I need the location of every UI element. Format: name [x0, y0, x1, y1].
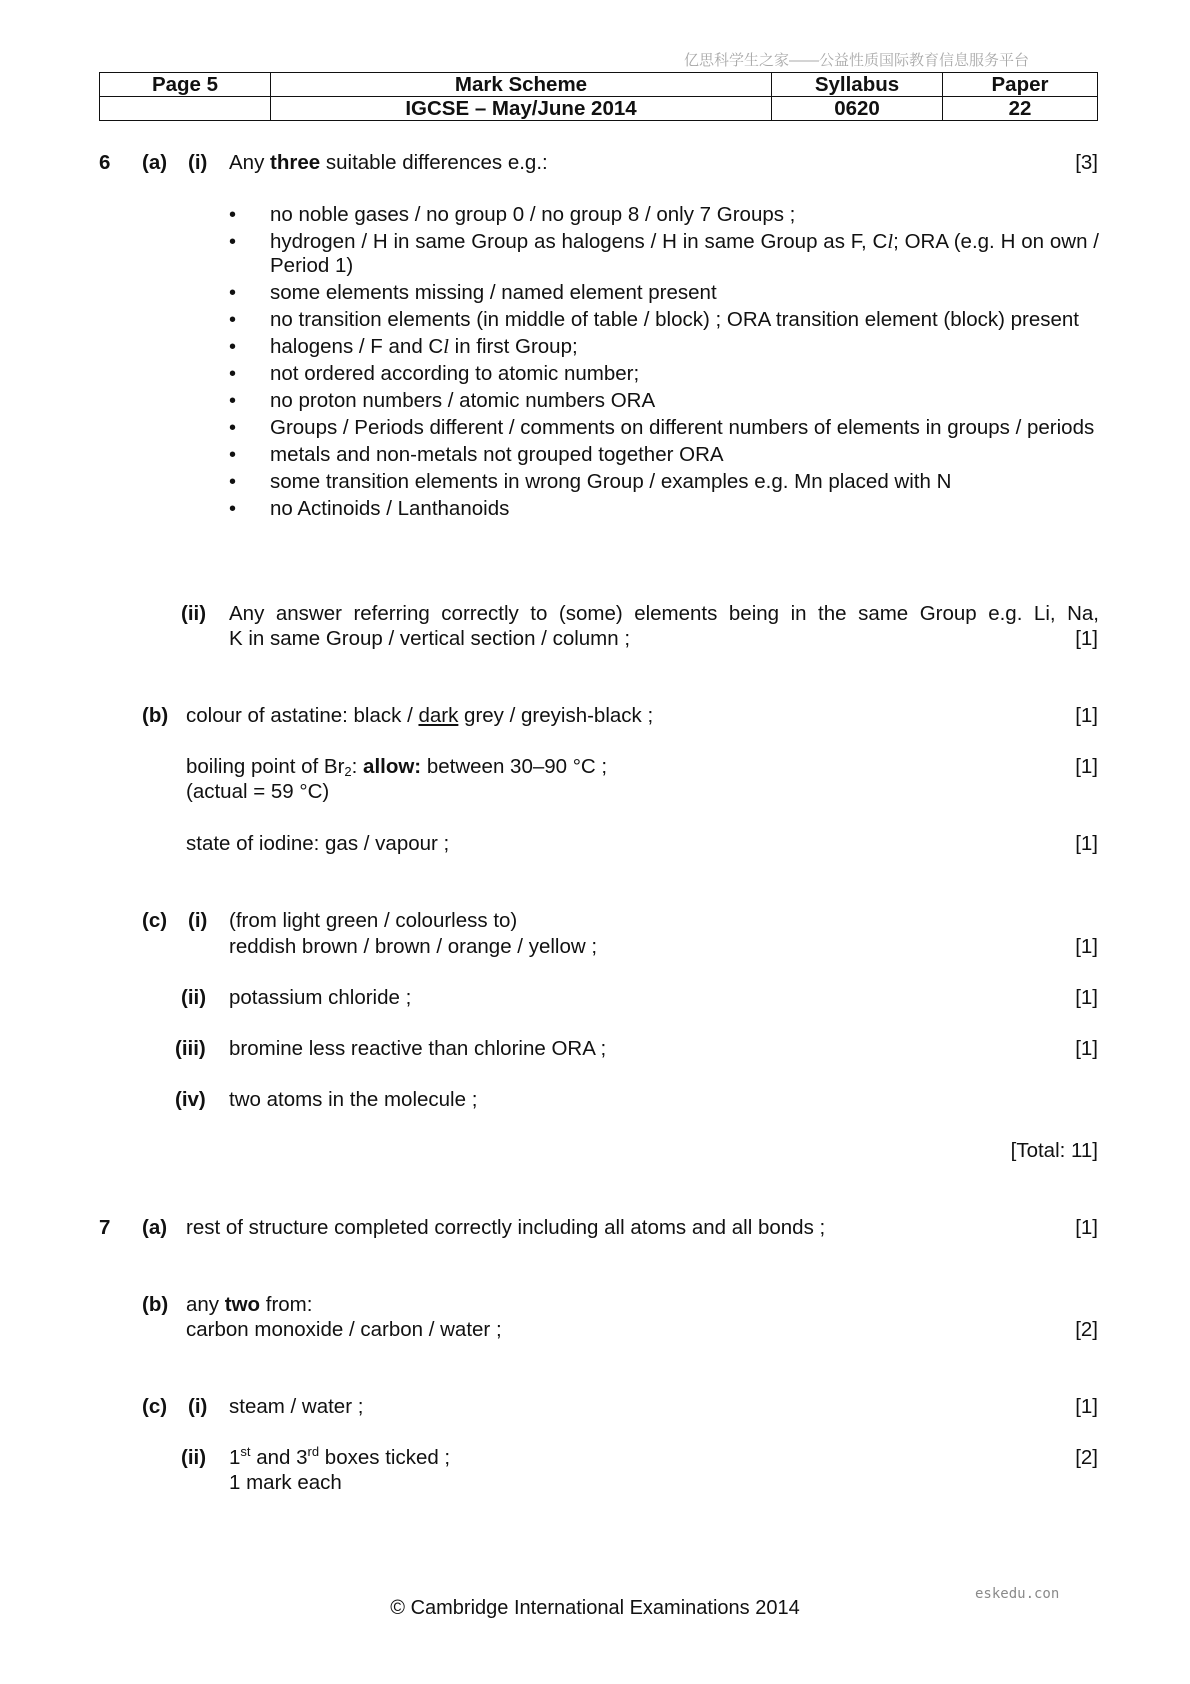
q6ci-mark: [1] — [1075, 935, 1098, 958]
q7a-text: rest of structure completed correctly including all atoms and all bonds ; — [186, 1216, 826, 1239]
q6b-colour-astatine: colour of astatine: black / dark grey / greyish-black ; — [186, 704, 654, 727]
header-syllabus-label: Syllabus — [772, 73, 943, 97]
q6ai-mark: [3] — [1075, 151, 1098, 174]
header-paper-label: Paper — [943, 73, 1098, 97]
watermark-text: 亿思科学生之家——公益性质国际教育信息服务平台 — [684, 52, 1030, 69]
q6b-boiling-point: boiling point of $Br_2$: allow: between 30–90 °C ; — [186, 755, 608, 779]
header-table — [99, 72, 1098, 121]
site-watermark: eskedu.con — [975, 1586, 1060, 1602]
q6aii-mark: [1] — [1075, 627, 1098, 650]
list-item: • not ordered according to atomic number; — [229, 362, 1099, 386]
q7cii-line2: 1 mark each — [229, 1471, 342, 1494]
q6ci-line1: (from light green / colourless to) — [229, 909, 518, 932]
header-exam: IGCSE – May/June 2014 — [271, 97, 772, 121]
q6aii-line2: K in same Group / vertical section / column ; — [229, 627, 631, 650]
q7cii-line1: 1st and 3rd boxes ticked ; — [229, 1444, 451, 1469]
q6b-label: (b) — [142, 704, 169, 727]
header-title: Mark Scheme — [271, 73, 772, 97]
list-item: • no noble gases / no group 0 / no group 8 / only 7 Groups ; — [229, 203, 1099, 227]
q6a-label: (a) — [142, 151, 168, 174]
q7ci-mark: [1] — [1075, 1395, 1098, 1418]
list-item: • halogens / F and Cl in first Group; — [229, 335, 1099, 359]
footer-copyright: © Cambridge International Examinations 2014 — [390, 1597, 800, 1619]
header-empty-cell — [100, 97, 271, 121]
q6ciii-mark: [1] — [1075, 1037, 1098, 1060]
list-item: • hydrogen / H in same Group as halogens / H in same Group as F, Cl; ORA (e.g. H on own / Period 1) — [229, 230, 1099, 278]
q6cii-text: potassium chloride ; — [229, 986, 412, 1009]
q6aii-label: (ii) — [181, 602, 207, 625]
q6-number: 6 — [99, 151, 111, 174]
list-item: • no Actinoids / Lanthanoids — [229, 497, 1099, 521]
q7b-mark: [2] — [1075, 1318, 1098, 1341]
q6b-actual-value: (actual = 59 °C) — [186, 780, 330, 803]
q6aii-line1: Any answer referring correctly to (some) elements being in the same Group e.g. Li, Na, — [229, 602, 1099, 625]
q6ai-bullet-list — [229, 203, 1099, 524]
q6cii-label: (ii) — [181, 986, 207, 1009]
q7b-line1: any two from: — [186, 1293, 313, 1316]
q7-number: 7 — [99, 1216, 111, 1239]
q6b-mark-3: [1] — [1075, 832, 1098, 855]
header-syllabus-code: 0620 — [772, 97, 943, 121]
q6civ-text: two atoms in the molecule ; — [229, 1088, 478, 1111]
list-item: • some elements missing / named element present — [229, 281, 1099, 305]
q6ci-line2: reddish brown / brown / orange / yellow ; — [229, 935, 598, 958]
q6ai-label: (i) — [188, 151, 208, 174]
list-item: • Groups / Periods different / comments on different numbers of elements in groups / periods — [229, 416, 1099, 440]
q6b-mark-1: [1] — [1075, 704, 1098, 727]
q7c-label: (c) — [142, 1395, 168, 1418]
list-item: • metals and non-metals not grouped together ORA — [229, 443, 1099, 467]
list-item: • no proton numbers / atomic numbers ORA — [229, 389, 1099, 413]
q6ciii-label: (iii) — [175, 1037, 206, 1060]
q6ci-label: (i) — [188, 909, 208, 932]
list-item: • some transition elements in wrong Group / examples e.g. Mn placed with N — [229, 470, 1099, 494]
q6b-mark-2: [1] — [1075, 755, 1098, 778]
q7b-line2: carbon monoxide / carbon / water ; — [186, 1318, 502, 1341]
header-page: Page 5 — [100, 73, 271, 97]
q7ci-label: (i) — [188, 1395, 208, 1418]
q6civ-label: (iv) — [175, 1088, 206, 1111]
q6cii-mark: [1] — [1075, 986, 1098, 1009]
header-paper-number: 22 — [943, 97, 1098, 121]
list-item: • no transition elements (in middle of table / block) ; ORA transition element (block) present — [229, 308, 1099, 332]
q7ci-text: steam / water ; — [229, 1395, 364, 1418]
q6ciii-text: bromine less reactive than chlorine ORA ; — [229, 1037, 607, 1060]
q7a-mark: [1] — [1075, 1216, 1098, 1239]
q7b-label: (b) — [142, 1293, 169, 1316]
q6-total: [Total: 11] — [1010, 1139, 1098, 1162]
q6ai-text: Any three suitable differences e.g.: — [229, 151, 548, 174]
q6c-label: (c) — [142, 909, 168, 932]
q7cii-label: (ii) — [181, 1446, 207, 1469]
q7cii-mark: [2] — [1075, 1446, 1098, 1469]
q7a-label: (a) — [142, 1216, 168, 1239]
q6b-state-iodine: state of iodine: gas / vapour ; — [186, 832, 450, 855]
